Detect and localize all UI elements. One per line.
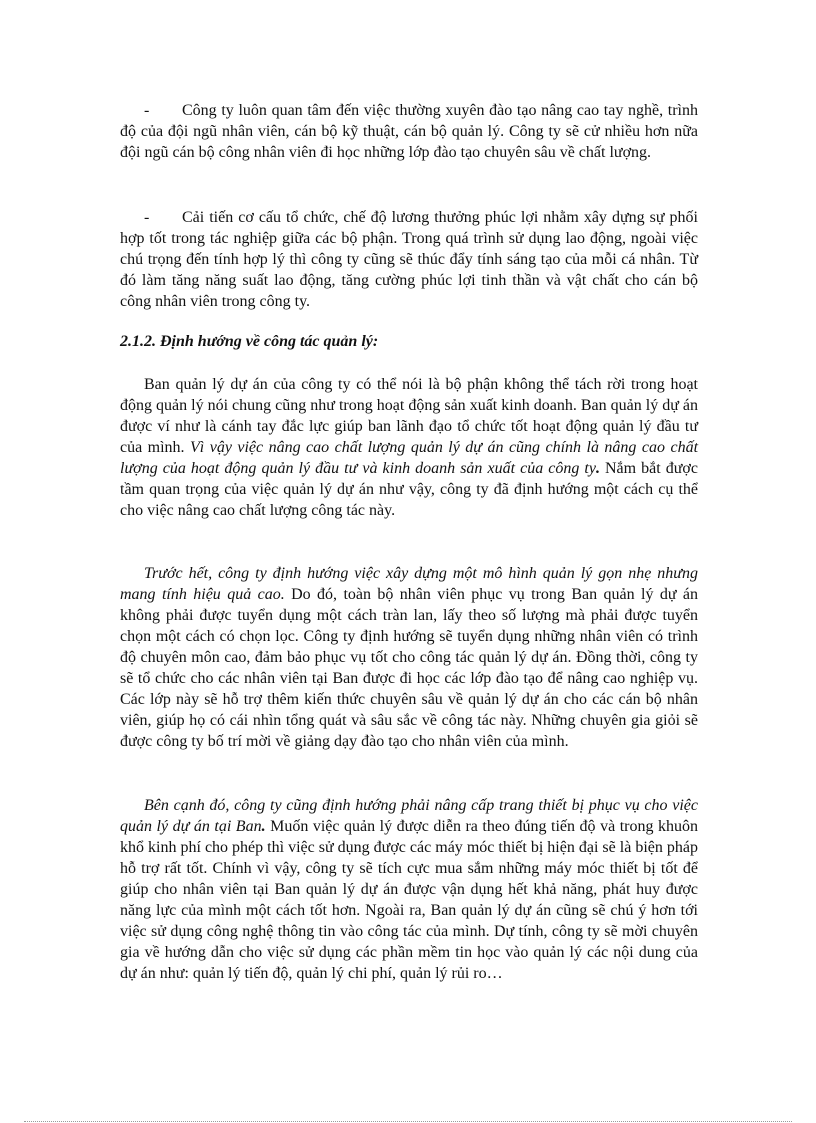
paragraph-text: Do đó, toàn bộ nhân viên phục vụ trong Ban quản lý dự án không phải được tuyển dụng một cách tràn lan, lấy theo số lượng mà phải được tuyển chọn một cách có chọn lọc. Công ty định hướng sẽ tuyển dụng những nhân viên có trình độ chuyên môn cao, đảm bảo phục vụ tốt cho công tác quản lý dự án. Đồng thời, công ty sẽ tổ chức cho các nhân viên tại Ban được đi học các lớp đào tạo để nâng cao nghiệp vụ. Các lớp này sẽ hỗ trợ thêm kiến thức chuyên sâu về quản lý dự án cho các cán bộ nhân viên, giúp họ có cái nhìn tổng quát và sâu sắc về công tác này. Những chuyên gia giỏi sẽ được công ty bố trí mời về giảng dạy đào tạo cho nhân viên của mình. [120,586,699,750]
paragraph-text: Nắm bắt được tầm quan trọng của việc quản lý dự án như vậy, công ty đã định hướng một cách cụ thể cho việc nâng cao chất lượng công tác này. [120,460,698,519]
list-dash: - [144,102,150,119]
emphasis-text: Vì vậy việc nâng cao chất lượng quản lý dự án cũng chính là nâng cao chất lượng của hoạt động quản lý đầu tư và kinh doanh sản xuất của công ty [120,439,699,477]
paragraph-text: Muốn việc quản lý được diễn ra theo đúng tiến độ và trong khuôn khổ kinh phí cho phép thì việc sử dụng được các máy móc thiết bị hiện đại sẽ là biện pháp hỗ trợ rất tốt. Chính vì vậy, công ty sẽ tích cực mua sắm những máy móc thiết bị tốt để giúp cho nhân viên tại Ban quản lý dự án được vận dụng hết khả năng, phát huy được năng lực của mình một cách tốt hơn. Ngoài ra, Ban quản lý dự án cũng sẽ chú ý hơn tới việc sử dụng công nghệ thông tin vào công tác của mình. Dự tính, công ty sẽ mời chuyên gia về hướng dẫn cho việc sử dụng các phần mềm tin học vào quản lý các nội dung của dự án như: quản lý tiến độ, quản lý chi phí, quản lý rủi ro… [120,818,699,982]
paragraph-equipment [120,795,698,984]
paragraph-text: Công ty luôn quan tâm đến việc thường xuyên đào tạo nâng cao tay nghề, trình độ của đội ngũ nhân viên, cán bộ kỹ thuật, cán bộ quản lý. Công ty sẽ cử nhiều hơn nữa đội ngũ cán bộ công nhân viên đi học những lớp đào tạo chuyên sâu về chất lượng. [120,102,698,161]
list-dash: - [144,209,150,226]
paragraph-text: Cải tiến cơ cấu tổ chức, chế độ lương thưởng phúc lợi nhằm xây dựng sự phối hợp tốt trong tác nghiệp giữa các bộ phận. Trong quá trình sử dụng lao động, ngoài việc chú trọng đến tính hợp lý thì công ty cũng sẽ thúc đẩy tính sáng tạo của mỗi cá nhân. Từ đó làm tăng năng suất lao động, tăng cường phúc lợi tinh thần và vật chất cho cán bộ công nhân viên trong công ty. [120,209,698,310]
emphasis-text: Bên cạnh đó, công ty cũng định hướng phải nâng cấp trang thiết bị phục vụ cho việc quản lý dự án tại Ban [120,797,698,835]
emphasis-dot: . [261,818,266,835]
section-heading: 2.1.2. Định hướng về công tác quản lý: [120,333,379,350]
paragraph-text: Ban quản lý dự án của công ty có thể nói là bộ phận không thể tách rời trong hoạt động quản lý nói chung cũng như trong hoạt động sản xuất kinh doanh. Ban quản lý dự án được ví như là cánh tay đắc lực giúp ban lãnh đạo tổ chức tốt hoạt động quản lý đầu tư của mình. [120,376,698,456]
paragraph-management-board [120,374,698,521]
paragraph-restructure [120,207,698,312]
emphasis-dot: . [595,460,600,477]
page-bottom-divider [24,1121,792,1122]
paragraph-training [120,100,698,163]
emphasis-text: Trước hết, công ty định hướng việc xây dựng một mô hình quản lý gọn nhẹ nhưng mang tính hiệu quả cao. [120,565,698,603]
paragraph-lean-model [120,563,698,752]
